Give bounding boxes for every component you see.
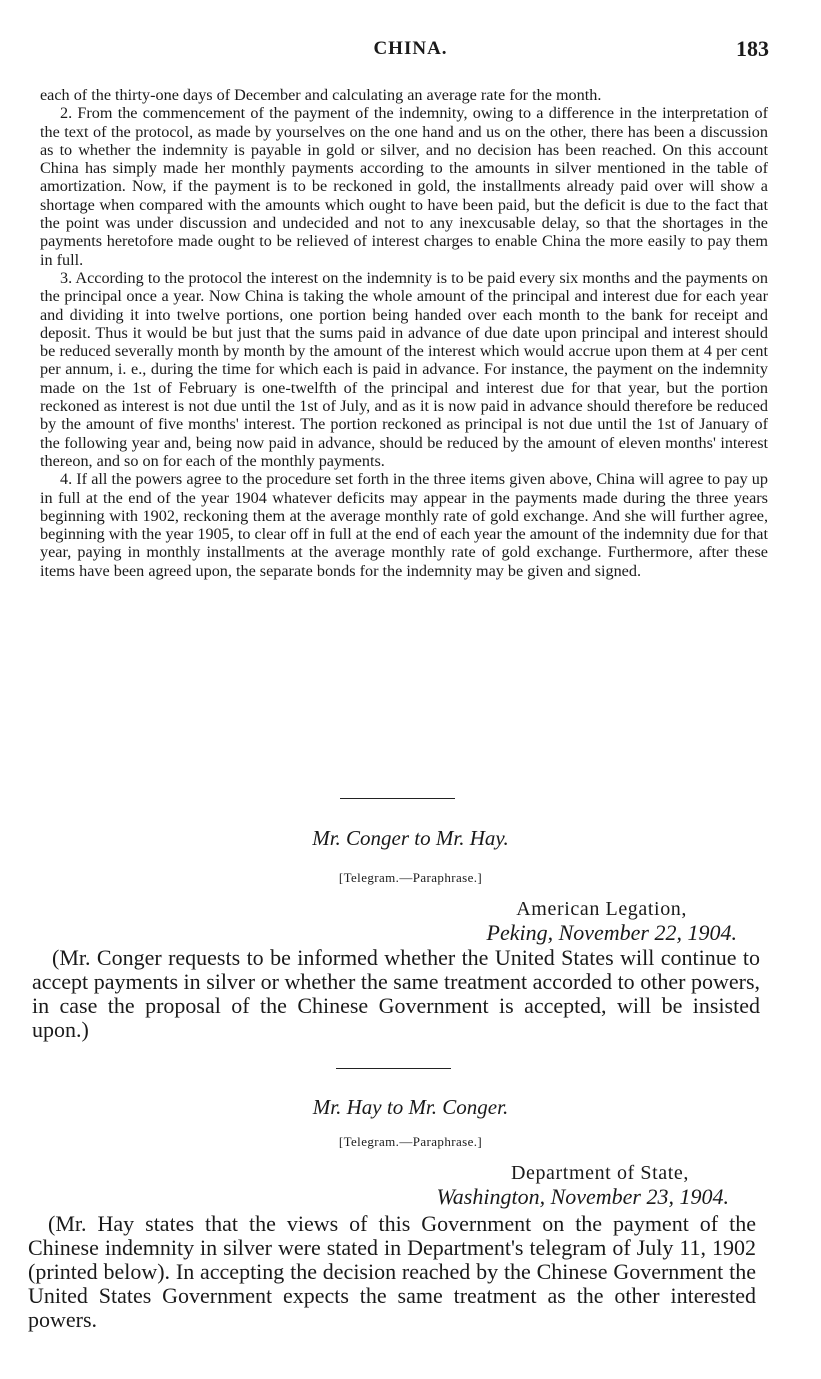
letter-2-dateline: Washington, November 23, 1904. [436,1184,729,1209]
letter-2-body-text: (Mr. Hay states that the views of this Government on the payment of the Chinese indemnity in silver were stated in Department's telegram of July 11, 1902 (printed below). In accepting the decision reached by the Chinese Government the United States Government expects the same treatment as the other interested powers. [28,1211,756,1332]
item-paragraph-3: 3. According to the protocol the interest on the indemnity is to be paid every six months and the payments on the principal once a year. Now China is taking the whole amount of the principal and interest due for each year and dividing it into twelve portions, one portion being handed over each month to the bank for receipt and deposit. Thus it would be but just that the sums paid in advance of due date upon principal and interest should be reduced severally month by month by the amount of the interest which would accrue upon them at 4 per cent per annum, i. e., during the time for which each is paid in advance. For instance, the payment on the indemnity made on the 1st of February is one-twelfth of the principal and interest due for that year, but the portion reckoned as interest is not due until the 1st of July, and as it is now paid in advance should therefore be reduced by the amount of five months' interest. The portion reckoned as principal is not due until the 1st of January of the following year and, being now paid in advance, should be reduced by the amount of eleven months' interest thereon, and so on for each of the monthly payments. [40,268,768,470]
letter-2-sender: Department of State, [510,1162,689,1184]
letter-1-sender: American Legation, [516,898,687,920]
letter-1-title: Mr. Conger to Mr. Hay. [312,826,509,850]
running-head-title: CHINA. [373,38,448,59]
continuation-paragraph: each of the thirty-one days of December and calculating an average rate for the month. [40,86,602,104]
section-divider [336,1068,451,1069]
page-number: 183 [736,36,769,61]
item-paragraph-4: 4. If all the powers agree to the procedure set forth in the three items given above, China will agree to pay up in full at the end of the year 1904 whatever deficits may appear in the payments made during the three years beginning with 1902, reckoning them at the average monthly rate of gold exchange. And she will further agree, beginning with the year 1905, to clear off in full at the end of each year the amount of the indemnity due for that year, paying in monthly installments at the average monthly rate of gold exchange. Furthermore, after these items have been agreed upon, the separate bonds for the indemnity may be given and signed. [40,470,768,580]
letter-1-body-text: (Mr. Conger requests to be informed whether the United States will continue to accept payments in silver or whether the same treatment accorded to other powers, in case the proposal of the Chinese Government is accepted, will be insisted upon.) [32,945,760,1042]
letter-2-body [28,1212,756,1332]
letter-1-dateline: Peking, November 22, 1904. [486,920,737,945]
letter-1-note: [Telegram.—Paraphrase.] [338,870,483,885]
section-divider [340,798,455,799]
letter-1-body [32,946,760,1042]
main-text-block [40,86,768,580]
item-paragraph-2: 2. From the commencement of the payment of the indemnity, owing to a difference in the interpretation of the text of the protocol, as made by yourselves on the one hand and us on the other, there has been a discussion as to whether the indemnity is payable in gold or silver, and no decision has been reached. On this account China has simply made her monthly payments according to the amounts in silver mentioned in the table of amortization. Now, if the payment is to be reckoned in gold, the installments already paid over will show a shortage when compared with the amounts which ought to have been paid, but the deficit is due to the fact that the point was under discussion and undecided and not to any inexcusable delay, so that the shortages in the payments heretofore made ought to be relieved of interest charges to enable China the more easily to pay them in full. [40,104,768,269]
letter-2-note: [Telegram.—Paraphrase.] [338,1134,483,1149]
letter-2-title: Mr. Hay to Mr. Conger. [312,1095,509,1119]
